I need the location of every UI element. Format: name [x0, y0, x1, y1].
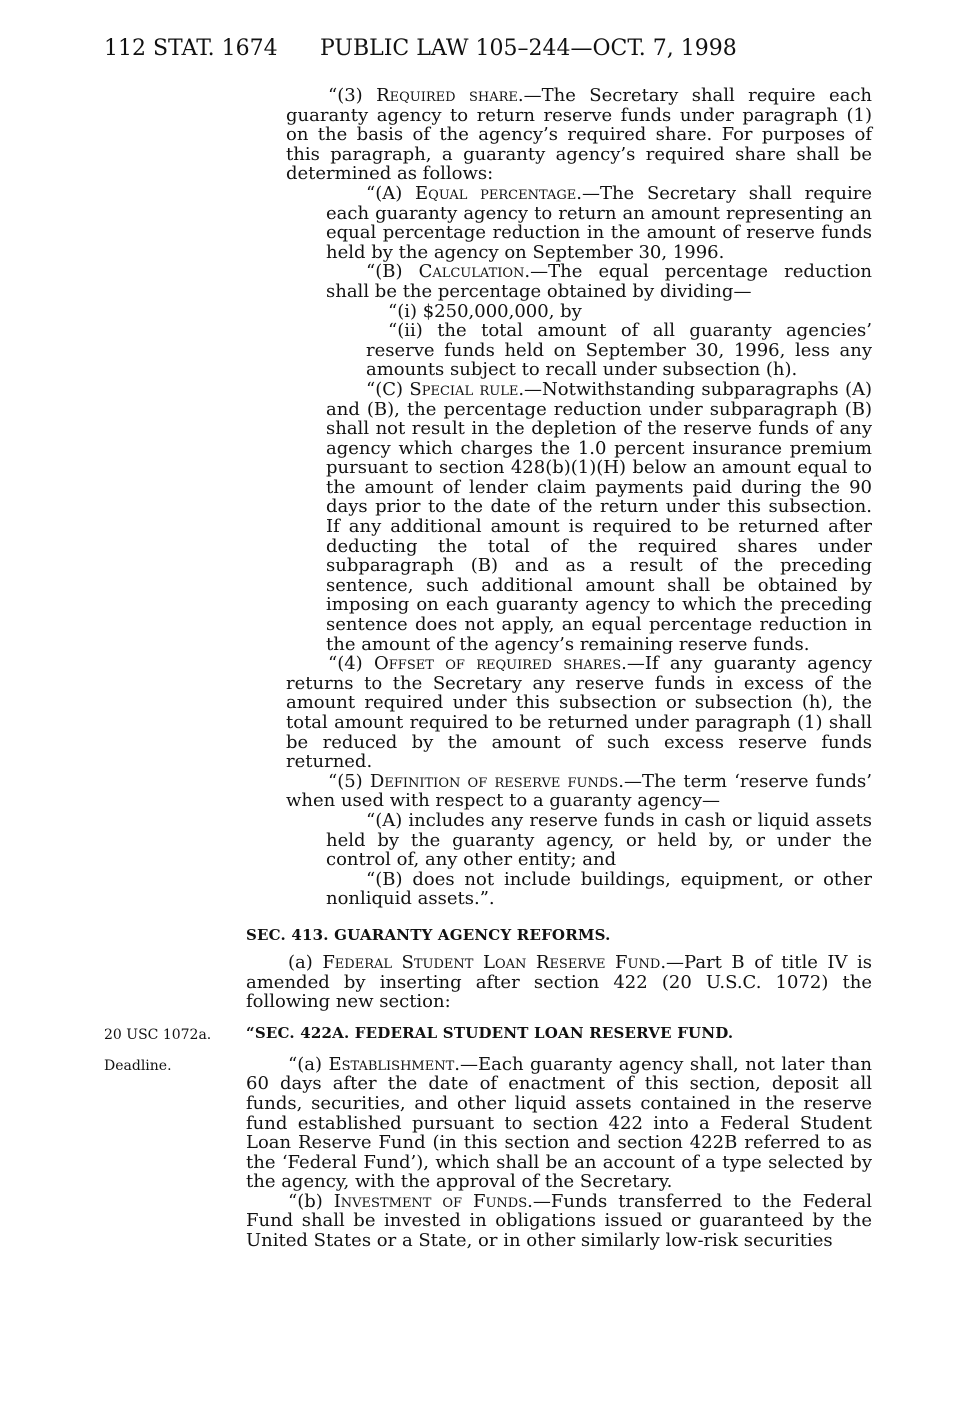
paragraph-heading: Federal Student Loan Reserve Fund: [322, 951, 661, 973]
section-422a-heading: “SEC. 422A. FEDERAL STUDENT LOAN RESERVE FUND.: [246, 1023, 734, 1042]
clause-ii: “(ii) the total amount of all guaranty agencies’ reserve funds held on September 30, 1996, less any amounts subject to recall under subsection (h).: [366, 320, 872, 381]
paragraph-5-definition: “(5) Definition of reserve funds.—The term ‘reserve funds’ when used with respect to a guaranty agency—: [286, 770, 873, 812]
paragraph-3-required-share: “(3) Required share.—The Secretary shall require each guaranty agency to return reserve funds under paragraph (1) on the basis of the agency’s required share. For purposes of this paragraph, a guaranty agency’s required share shall be determined as follows:: [286, 85, 873, 185]
paragraph-4-offset: “(4) Offset of required shares.—If any guaranty agency returns to the Secretary any reserve funds in excess of the amount required under this subsection or subsection (h), the total amount required to be returned under paragraph (1) shall be reduced by the amount of such excess reserve funds returned.: [286, 653, 873, 773]
subparagraph-a-equal-percentage: “(A) Equal percentage.—The Secretary shall require each guaranty agency to return an amount representing an equal percentage reduction in the amount of reserve funds held by the agency on September 30, 1996.: [326, 182, 872, 263]
paragraph-heading: Establishment: [328, 1053, 455, 1075]
subparagraph-5a: “(A) includes any reserve funds in cash or liquid assets held by the guaranty agency, or held by, or under the control of, any other entity; and: [326, 809, 872, 871]
paragraph-heading: Definition of reserve funds: [369, 770, 619, 792]
document-body: [0, 86, 954, 1251]
paragraph-heading: Calculation: [418, 261, 525, 283]
margin-note-deadline: Deadline.: [104, 1057, 172, 1074]
law-reference: PUBLIC LAW 105–244—OCT. 7, 1998: [320, 36, 737, 61]
paragraph-heading: Required share: [376, 85, 518, 106]
subparagraph-b-calculation: “(B) Calculation.—The equal percentage reduction shall be the percentage obtained by dividing—: [326, 261, 872, 302]
paragraph-heading: Special rule: [409, 378, 519, 400]
section-413-heading: SEC. 413. GUARANTY AGENCY REFORMS.: [246, 925, 611, 944]
paragraph-heading: Offset of required shares: [374, 653, 622, 675]
subsection-422a-a-establishment: “(a) Establishment.—Each guaranty agency shall, not later than 60 days after the date of enactment of this section, deposit all funds, securities, and other liquid assets contained in the reserve fund established pursuant to section 422 into a Federal Student Loan Reserve Fund (in this section and section 422B referred to as the ‘Federal Fund’), which shall be an account of a type selected by the agency, with the approval of the Secretary.: [246, 1053, 872, 1193]
paragraph-heading: Investment of Funds: [333, 1190, 528, 1212]
section-422a-a-row: [0, 1055, 954, 1192]
margin-note-usc: 20 USC 1072a.: [104, 1026, 212, 1043]
page-reference: 112 STAT. 1674: [104, 36, 278, 61]
section-422a-row: [0, 1024, 954, 1043]
paragraph-heading: Equal percentage: [415, 182, 577, 204]
subsection-422a-b-investment: “(b) Investment of Funds.—Funds transferred to the Federal Fund shall be invested in obligations issued or guaranteed by the United States or a State, or in other similarly low-risk securities: [246, 1190, 872, 1252]
subparagraph-c-special-rule: “(C) Special rule.—Notwithstanding subparagraphs (A) and (B), the percentage reduction under subparagraph (B) shall not result in the depletion of the reserve funds of any agency which charges the 1.0 percent insurance premium pursuant to section 428(b)(1)(H) below an amount equal to the amount of lender claim payments paid during the 90 days prior to the date of the return under this subsection. If any additional amount is required to be returned after deducting the total of the required shares under subparagraph (B) and as a result of the preceding sentence, such additional amount shall be obtained by imposing on each guaranty agency to which the preceding sentence does not apply, an equal percentage reduction in the amount of the agency’s remaining reserve funds.: [326, 378, 872, 655]
subparagraph-5b: “(B) does not include buildings, equipment, or other nonliquid assets.”.: [326, 868, 872, 910]
clause-i: “(i) $250,000,000, by: [388, 300, 582, 322]
subsection-413a: (a) Federal Student Loan Reserve Fund.—Part B of title IV is amended by inserting after section 422 (20 U.S.C. 1072) the following new section:: [246, 951, 873, 1013]
